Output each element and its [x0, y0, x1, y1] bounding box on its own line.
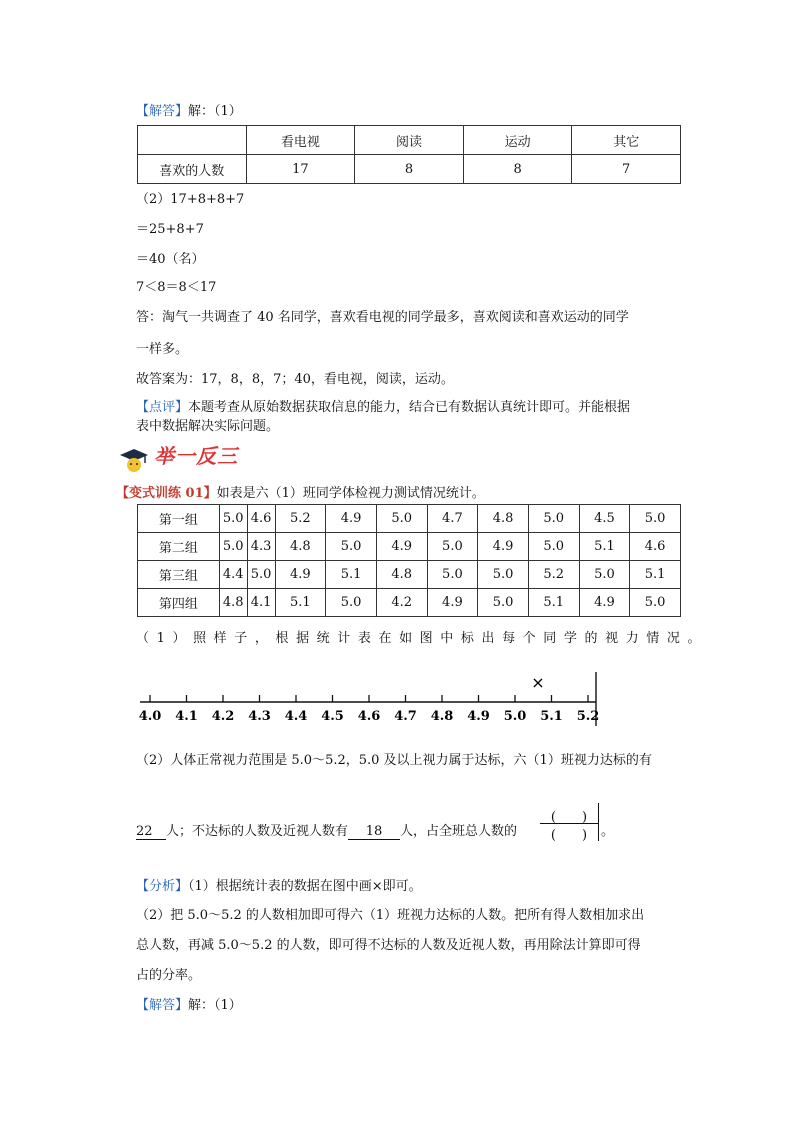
- number-line: [134, 666, 604, 730]
- calc-line: 7＜8＝8＜17: [136, 280, 217, 295]
- table-cell: 5.1: [630, 561, 681, 589]
- table-cell: 4.7: [427, 505, 478, 533]
- table-cell: 第二组: [138, 533, 220, 561]
- graduate-cap-icon: [118, 445, 150, 475]
- table-row: [138, 505, 681, 533]
- fraction-denominator: ( ): [540, 823, 598, 841]
- table-cell: 17: [246, 155, 355, 184]
- number-line-tick-label: 4.5: [321, 709, 344, 724]
- number-line-tick-label: 4.8: [430, 709, 454, 724]
- table-cell: 5.0: [326, 589, 377, 617]
- table-cell: 4.9: [427, 589, 478, 617]
- table-cell: 5.1: [326, 561, 377, 589]
- answer-tag: 【解答】: [136, 104, 189, 119]
- vision-table: [137, 504, 681, 617]
- table-cell: 4.1: [247, 589, 275, 617]
- table-cell: 4.8: [219, 589, 247, 617]
- answer-line-2: 一样多。: [136, 342, 189, 357]
- table-cell: 4.9: [478, 533, 529, 561]
- table-cell: 4.9: [579, 589, 630, 617]
- fraction-box-edge: [598, 803, 599, 841]
- number-line-tick-label: 4.4: [284, 709, 308, 724]
- table-cell: 5.0: [528, 533, 579, 561]
- table-cell: 8: [463, 155, 572, 184]
- table-cell: 5.0: [326, 533, 377, 561]
- answer-label: 解：（1）: [188, 104, 242, 119]
- review-tag: 【点评】: [136, 400, 189, 415]
- table-cell: 4.9: [275, 561, 326, 589]
- question-2-text-1: 人；不达标的人数及近视人数有: [166, 824, 349, 839]
- table-cell: 4.2: [376, 589, 427, 617]
- table-cell: 喜欢的人数: [138, 155, 247, 184]
- table-cell: 5.0: [427, 533, 478, 561]
- table-row: [138, 561, 681, 589]
- table-cell: 5.0: [579, 561, 630, 589]
- table-cell: 4.6: [630, 533, 681, 561]
- table-cell: 8: [355, 155, 464, 184]
- question-2-line-1: （2）人体正常视力范围是 5.0～5.2，5.0 及以上视力属于达标，六（1）班视力达标的有: [136, 753, 652, 768]
- analysis-line-4: 占的分率。: [136, 968, 202, 983]
- analysis-line-3: 总人数，再减 5.0～5.2 的人数，即可得不达标的人数及近视人数，再用除法计算即可得: [136, 938, 641, 953]
- preference-table: [137, 125, 681, 184]
- analysis-tag: 【分析】: [136, 879, 189, 894]
- table-cell: 4.9: [376, 533, 427, 561]
- table-cell: 5.0: [247, 561, 275, 589]
- review-line-1: [136, 396, 630, 415]
- table-cell: 5.0: [630, 505, 681, 533]
- table-header-cell: 阅读: [355, 126, 464, 155]
- number-line-tick-label: 4.0: [138, 709, 162, 724]
- table-cell: 5.0: [528, 505, 579, 533]
- calc-line: （2）17+8+8+7: [136, 192, 245, 207]
- question-2-text-2: 人，占全班总人数的: [400, 824, 518, 839]
- exercise-tag: 【变式训练 01】: [116, 486, 217, 501]
- review-text: 本题考查从原始数据获取信息的能力，结合已有数据认真统计即可。并能根据: [188, 400, 631, 415]
- analysis-line-2: （2）把 5.0～5.2 的人数相加即可得六（1）班视力达标的人数。把所有得人数相加求出: [136, 908, 645, 923]
- answer-heading-2: [136, 994, 242, 1013]
- table-row: [138, 589, 681, 617]
- table-cell: 7: [572, 155, 681, 184]
- table-cell: 5.2: [528, 561, 579, 589]
- table-cell: 4.9: [326, 505, 377, 533]
- table-cell: 5.1: [528, 589, 579, 617]
- table-cell: 4.8: [275, 533, 326, 561]
- fraction-numerator: ( ): [550, 810, 588, 825]
- table-cell: 5.0: [427, 561, 478, 589]
- question-2-end: 。: [601, 824, 615, 839]
- table-cell: 5.1: [275, 589, 326, 617]
- table-cell: 5.0: [478, 589, 529, 617]
- answer-blank-1[interactable]: 22: [136, 824, 166, 840]
- table-cell: 4.5: [579, 505, 630, 533]
- table-cell: 第三组: [138, 561, 220, 589]
- answer-line-1: 答：淘气一共调查了 40 名同学，喜欢看电视的同学最多，喜欢阅读和喜欢运动的同学: [136, 310, 629, 325]
- table-cell: 5.0: [376, 505, 427, 533]
- table-cell: 5.0: [630, 589, 681, 617]
- table-cell: 5.2: [275, 505, 326, 533]
- table-cell: 4.3: [247, 533, 275, 561]
- table-cell: 5.0: [219, 533, 247, 561]
- table-cell: 4.8: [376, 561, 427, 589]
- table-header-cell: 运动: [463, 126, 572, 155]
- table-cell: 4.4: [219, 561, 247, 589]
- table-header-cell: 其它: [572, 126, 681, 155]
- exercise-heading: [116, 482, 485, 501]
- table-cell: 第一组: [138, 505, 220, 533]
- calc-line: ＝25+8+7: [136, 222, 204, 237]
- table-header-cell: 看电视: [246, 126, 355, 155]
- table-header-row: [138, 126, 681, 155]
- table-cell: 5.1: [579, 533, 630, 561]
- table-cell: 4.6: [247, 505, 275, 533]
- number-line-tick-label: 5.0: [503, 709, 527, 724]
- number-line-tick-label: 4.7: [394, 709, 417, 724]
- number-line-tick-label: 5.1: [540, 709, 563, 724]
- answer-label-2: 解：（1）: [188, 998, 242, 1013]
- question-1: （1）照样子，根据统计表在如图中标出每个同学的视力情况。: [136, 631, 709, 646]
- number-line-tick-label: 4.6: [357, 709, 381, 724]
- exercise-text: 如表是六（1）班同学体检视力测试情况统计。: [216, 486, 485, 501]
- number-line-tick-label: 4.1: [175, 709, 198, 724]
- table-cell: 5.0: [219, 505, 247, 533]
- calc-line: ＝40（名）: [136, 252, 205, 267]
- table-cell: 5.0: [478, 561, 529, 589]
- number-line-tick-label: 5.2: [576, 709, 600, 724]
- number-line-tick-label: 4.3: [248, 709, 271, 724]
- table-cell: 4.8: [478, 505, 529, 533]
- result-line: 故答案为：17，8，8，7；40，看电视，阅读，运动。: [136, 372, 454, 387]
- answer-blank-2[interactable]: 18: [348, 824, 400, 840]
- logo-text: 举一反三: [154, 444, 239, 468]
- table-row: [138, 155, 681, 184]
- table-row: [138, 533, 681, 561]
- review-line-2: 表中数据解决实际问题。: [136, 419, 280, 434]
- number-line-tick-label: 4.9: [467, 709, 490, 724]
- answer-tag-2: 【解答】: [136, 998, 189, 1013]
- analysis-line-1: [136, 875, 422, 894]
- table-header-cell: [138, 126, 247, 155]
- answer-heading: [136, 100, 242, 119]
- question-2-line-2: [136, 820, 517, 840]
- fraction-blank[interactable]: [540, 806, 598, 841]
- number-line-tick-label: 4.2: [211, 709, 235, 724]
- table-cell: 第四组: [138, 589, 220, 617]
- example-mark: ×: [531, 673, 545, 692]
- analysis-text: （1）根据统计表的数据在图中画×即可。: [188, 879, 422, 894]
- section-logo: [118, 440, 238, 475]
